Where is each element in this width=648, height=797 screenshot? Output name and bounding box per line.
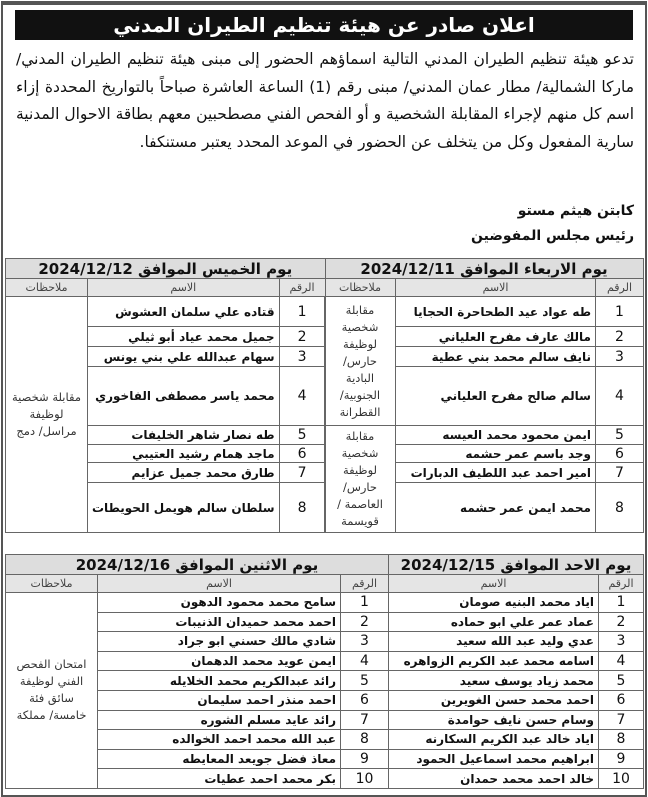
person-name: سالم صالح مفرح العلياني: [396, 367, 596, 426]
row-number: 5: [599, 671, 644, 691]
col-notes-header: ملاحظات: [325, 279, 396, 297]
table-row: [389, 671, 644, 691]
row-number: 5: [279, 426, 325, 445]
row-number: 7: [341, 710, 389, 730]
col-name-header: الاسم: [389, 575, 599, 593]
schedule-table: [388, 554, 644, 789]
day-header: يوم الاربعاء الموافق 2024/12/11: [325, 259, 644, 279]
person-name: احمد منذر احمد سليمان: [98, 690, 341, 710]
person-name: احمد محمد حسن الغويرين: [389, 690, 599, 710]
table-row: [389, 749, 644, 769]
person-name: اسامه محمد عبد الكريم الزواهره: [389, 651, 599, 671]
person-name: عدي وليد عبد الله سعيد: [389, 632, 599, 652]
col-num-header: الرقم: [279, 279, 325, 297]
row-number: 8: [341, 730, 389, 750]
person-name: عبد الله محمد احمد الخوالده: [98, 730, 341, 750]
person-name: سلطان سالم هويمل الحويطات: [88, 483, 280, 533]
table-row: [6, 297, 326, 327]
person-name: امير احمد عبد اللطيف الدبارات: [396, 463, 596, 483]
person-name: وسام حسن نايف حوامدة: [389, 710, 599, 730]
table-row: [389, 593, 644, 613]
person-name: طه نصار شاهر الخليفات: [88, 426, 280, 445]
col-num-header: الرقم: [599, 575, 644, 593]
person-name: سهام عبدالله علي بني يونس: [88, 347, 280, 367]
row-number: 6: [279, 445, 325, 463]
row-number: 8: [599, 730, 644, 750]
day-header: يوم الاثنين الموافق 2024/12/16: [6, 555, 389, 575]
col-num-header: الرقم: [341, 575, 389, 593]
table-row: [389, 651, 644, 671]
schedule-table: [324, 258, 644, 533]
signatory-name: كابتن هيثم مستو: [517, 203, 634, 219]
day-header: يوم الاحد الموافق 2024/12/15: [389, 555, 644, 575]
row-number: 3: [279, 347, 325, 367]
row-number: 4: [596, 367, 644, 426]
table-row: [389, 612, 644, 632]
person-name: ايمن عويد محمد الدهمان: [98, 651, 341, 671]
person-name: نايف سالم محمد بني عطية: [396, 347, 596, 367]
row-number: 3: [599, 632, 644, 652]
col-notes-header: ملاحظات: [6, 575, 98, 593]
person-name: ماجد همام رشيد العتيبي: [88, 445, 280, 463]
person-name: وجد باسم عمر حشمه: [396, 445, 596, 463]
col-num-header: الرقم: [596, 279, 644, 297]
person-name: احمد محمد حميدان الذنيبات: [98, 612, 341, 632]
row-number: 1: [341, 593, 389, 613]
row-number: 6: [341, 690, 389, 710]
person-name: جميل محمد عياد أبو ثيلي: [88, 327, 280, 347]
table-row: [6, 593, 389, 613]
row-number: 2: [596, 327, 644, 347]
row-number: 6: [599, 690, 644, 710]
person-name: سامح محمد محمود الدهون: [98, 593, 341, 613]
row-number: 4: [599, 651, 644, 671]
row-number: 9: [599, 749, 644, 769]
person-name: رائد عبدالكريم محمد الخلايله: [98, 671, 341, 691]
row-number: 7: [279, 463, 325, 483]
row-number: 10: [599, 769, 644, 789]
announcement-title: اعلان صادر عن هيئة تنظيم الطيران المدني: [15, 10, 633, 40]
person-name: طارق محمد جميل عزايم: [88, 463, 280, 483]
row-number: 1: [279, 297, 325, 327]
row-number: 8: [279, 483, 325, 533]
person-name: اياد خالد عبد الكريم السكارنه: [389, 730, 599, 750]
row-number: 4: [341, 651, 389, 671]
person-name: محمد ايمن عمر حشمه: [396, 483, 596, 533]
person-name: معاذ فضل جويعد المعايطه: [98, 749, 341, 769]
person-name: ايمن محمود محمد العيسه: [396, 426, 596, 445]
person-name: عماد عمر علي ابو حماده: [389, 612, 599, 632]
person-name: بكر محمد احمد عطيات: [98, 769, 341, 789]
table-row: [389, 710, 644, 730]
row-number: 2: [599, 612, 644, 632]
table-row: [325, 426, 644, 445]
schedule-table: [5, 554, 389, 789]
table-row: [389, 632, 644, 652]
col-notes-header: ملاحظات: [6, 279, 88, 297]
notes-cell: مقابلة شخصية لوظيفة مراسل/ دمج: [6, 297, 88, 533]
row-number: 7: [596, 463, 644, 483]
row-number: 9: [341, 749, 389, 769]
notes-cell: مقابلة شخصية لوظيفة حارس/ العاصمة / قويسمة: [325, 426, 396, 533]
person-name: شادي مالك حسني ابو جراد: [98, 632, 341, 652]
row-number: 2: [279, 327, 325, 347]
notes-cell: مقابلة شخصية لوظيفة حارس/ البادية الجنوبية/ القطرانة: [325, 297, 396, 426]
row-number: 3: [596, 347, 644, 367]
person-name: اياد محمد البنيه صومان: [389, 593, 599, 613]
row-number: 1: [599, 593, 644, 613]
person-name: مالك عارف مفرح العلياني: [396, 327, 596, 347]
row-number: 5: [596, 426, 644, 445]
signatory-role: رئيس مجلس المفوضين: [471, 228, 634, 244]
row-number: 6: [596, 445, 644, 463]
row-number: 1: [596, 297, 644, 327]
person-name: طه عواد عيد الطحاحرة الحجايا: [396, 297, 596, 327]
col-name-header: الاسم: [88, 279, 280, 297]
row-number: 8: [596, 483, 644, 533]
row-number: 5: [341, 671, 389, 691]
notes-cell: امتحان الفحص الفني لوظيفة سائق فئة خامسة/ مملكة: [6, 593, 98, 789]
row-number: 10: [341, 769, 389, 789]
table-row: [389, 769, 644, 789]
announcement-body: تدعو هيئة تنظيم الطيران المدني التالية اسماؤهم الحضور إلى مبنى هيئة تنظيم الطيران المدني/ ماركا الشمالية/ مطار عمان المدني/ مبنى رقم (1) الساعة العاشرة صباحاً بالتواريخ المحددة إزاء اسم كل منهم لإجراء المقابلة الشخصية و أو الفحص الفني مصطحبين معهم بطاقة الاحوال المدنية سارية المفعول وكل من يتخلف عن الحضور في الموعد المحدد يعتبر مستنكفا.: [16, 50, 634, 151]
person-name: رائد عايد مسلم الشوره: [98, 710, 341, 730]
row-number: 4: [279, 367, 325, 426]
person-name: ابراهيم محمد اسماعيل الحمود: [389, 749, 599, 769]
schedule-table: [5, 258, 326, 533]
table-row: [325, 297, 644, 327]
person-name: خالد احمد محمد حمدان: [389, 769, 599, 789]
day-header: يوم الخميس الموافق 2024/12/12: [6, 259, 326, 279]
row-number: 7: [599, 710, 644, 730]
table-row: [389, 690, 644, 710]
row-number: 2: [341, 612, 389, 632]
person-name: محمد زياد يوسف سعيد: [389, 671, 599, 691]
col-name-header: الاسم: [396, 279, 596, 297]
col-name-header: الاسم: [98, 575, 341, 593]
table-row: [389, 730, 644, 750]
row-number: 3: [341, 632, 389, 652]
person-name: محمد ياسر مصطفى الفاخوري: [88, 367, 280, 426]
person-name: قتاده علي سلمان العشوش: [88, 297, 280, 327]
